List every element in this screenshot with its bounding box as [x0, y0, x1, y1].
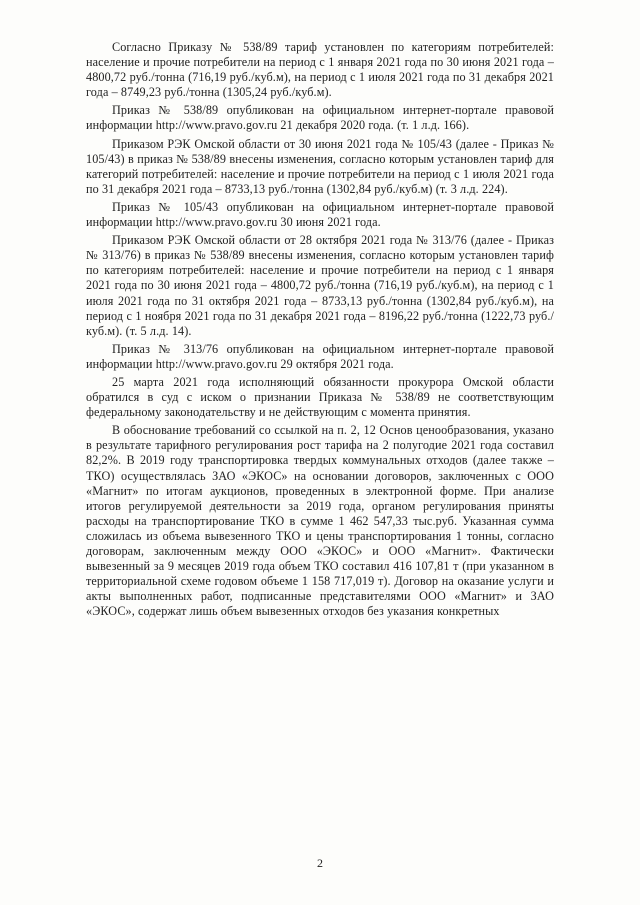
page-number: 2 — [317, 856, 323, 870]
paragraph: В обоснование требований со ссылкой на п. 2, 12 Основ ценообразования, указано в результате тарифного регулирования рост тарифа на 2 полугодие 2021 года составил 82,2%. В 2019 году транспортировка твердых коммунальных отходов (далее также – ТКО) осуществлялась ЗАО «ЭКОС» на основании договоров, заключенных с ООО «Магнит» по итогам аукционов, проведенных в электронной форме. При анализе итогов регулируемой деятельности за 2019 года, органом регулирования приняты расходы на транспортирование ТКО в сумме 1 462 547,33 тыс.руб. Указанная сумма сложилась из объема вывезенного ТКО и цены транспортирования 1 тонны, согласно договорам, заключенным между ООО «ЭКОС» и ООО «Магнит». Фактически вывезенный за 9 месяцев 2019 года объем ТКО составил 416 107,81 т (при указанном в территориальной схеме годовом объеме 1 158 717,019 т). Договор на оказание услуги и акты выполненных работ, подписанные представителями ООО «Магнит» и ЗАО «ЭКОС», содержат лишь объем вывезенных отходов без указания конкретных — [86, 423, 554, 619]
document-body — [86, 40, 554, 619]
paragraph: 25 марта 2021 года исполняющий обязанности прокурора Омской области обратился в суд с иском о признании Приказа № 538/89 не соответствующим федеральному законодательству и не действующим с момента принятия. — [86, 374, 554, 420]
paragraph: Приказом РЭК Омской области от 28 октября 2021 года № 313/76 (далее - Приказ № 313/76) в приказ № 538/89 внесены изменения, согласно которым установлен тариф по категориям потребителей: население и прочие потребители на период с 1 января 2021 года по 30 июня 2021 года – 4800,72 руб./тонна (716,19 руб./куб.м), на период с 1 июля 2021 года по 31 октября 2021 года – 8733,13 руб./тонна (1302,84 руб./куб.м), на период с 1 ноября 2021 года по 31 декабря 2021 года – 8196,22 руб./тонна (1222,73 руб./куб.м). (т. 5 л.д. 14). — [86, 233, 554, 338]
paragraph: Приказ № 313/76 опубликован на официальном интернет-портале правовой информации http://www.pravo.gov.ru 29 октября 2021 года. — [86, 341, 554, 371]
paragraph: Приказ № 538/89 опубликован на официальном интернет-портале правовой информации http://www.pravo.gov.ru 21 декабря 2020 года. (т. 1 л.д. 166). — [86, 103, 554, 133]
paragraph: Приказом РЭК Омской области от 30 июня 2021 года № 105/43 (далее - Приказ № 105/43) в приказ № 538/89 внесены изменения, согласно которым установлен тариф для категорий потребителей: население и прочие потребители на период с 1 июля 2021 года по 31 декабря 2021 года – 8733,13 руб./тонна (1302,84 руб./куб.м) (т. 3 л.д. 224). — [86, 136, 554, 196]
paragraph: Согласно Приказу № 538/89 тариф установлен по категориям потребителей: население и прочие потребители на период с 1 января 2021 года по 30 июня 2021 года – 4800,72 руб./тонна (716,19 руб./куб.м), на период с 1 июля 2021 года по 31 декабря 2021 года – 8749,23 руб./тонна (1305,24 руб./куб.м). — [86, 40, 554, 100]
paragraph: Приказ № 105/43 опубликован на официальном интернет-портале правовой информации http://www.pravo.gov.ru 30 июня 2021 года. — [86, 199, 554, 230]
